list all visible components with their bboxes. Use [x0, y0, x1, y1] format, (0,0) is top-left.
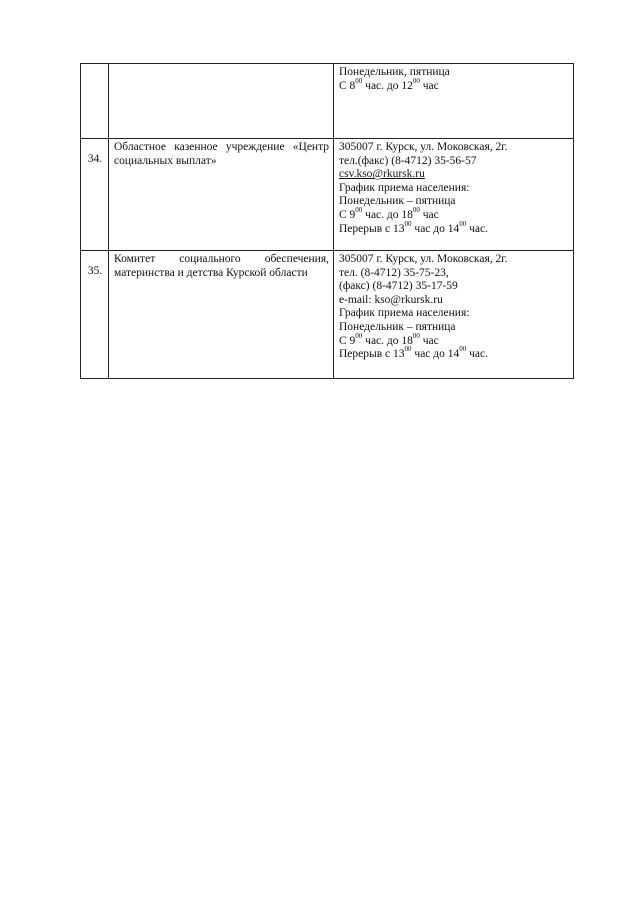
row-number-cell: 35. [81, 251, 109, 379]
table-row [81, 64, 574, 139]
contact-info-cell [334, 64, 574, 139]
table-row [81, 139, 574, 251]
working-hours: С $9^{00}$ час. до $18^{00}$ час [339, 206, 439, 221]
fax: (факс) (8-4712) 35-17-59 [339, 280, 458, 293]
reception-title: График приема населения: [339, 307, 470, 320]
break-hours: Перерыв с $13^{00}$ час до $14^{00}$ час. [339, 345, 488, 361]
email[interactable]: e-mail: kso@rkursk.ru [339, 293, 443, 306]
organizations-table [80, 63, 574, 379]
email-link[interactable]: csv.kso@rkursk.ru [339, 168, 425, 181]
organization-cell [109, 64, 334, 139]
working-hours: С $8^{00}$ час. до $12^{00}$ час [339, 76, 439, 92]
row-number-cell [81, 64, 109, 139]
contact-info-cell [334, 139, 574, 251]
break-hours: Перерыв с $13^{00}$ час до $14^{00}$ час. [339, 219, 488, 235]
organization-cell [109, 251, 334, 379]
schedule-days: Понедельник – пятница [339, 195, 456, 208]
organization-cell [109, 139, 334, 251]
phone: тел. (8-4712) 35-75-23, [339, 266, 449, 279]
organization-name: Комитет социального обеспечения, материнства и детства Курской области [114, 253, 329, 279]
address: 305007 г. Курск, ул. Моковская, 2г. [339, 141, 508, 153]
reception-title: График приема населения: [339, 181, 470, 194]
organization-name: Областное казенное учреждение «Центр социальных выплат» [114, 141, 329, 167]
table-row [81, 251, 574, 379]
schedule-days: Понедельник, пятница [339, 66, 450, 78]
contact-info-cell [334, 251, 574, 379]
address: 305007 г. Курск, ул. Моковская, 2г. [339, 253, 508, 265]
row-number-cell: 34. [81, 139, 109, 251]
schedule-days: Понедельник – пятница [339, 320, 456, 333]
working-hours: С $9^{00}$ час. до $18^{00}$ час [339, 331, 439, 347]
phone: тел.(факс) (8-4712) 35-56-57 [339, 154, 477, 167]
